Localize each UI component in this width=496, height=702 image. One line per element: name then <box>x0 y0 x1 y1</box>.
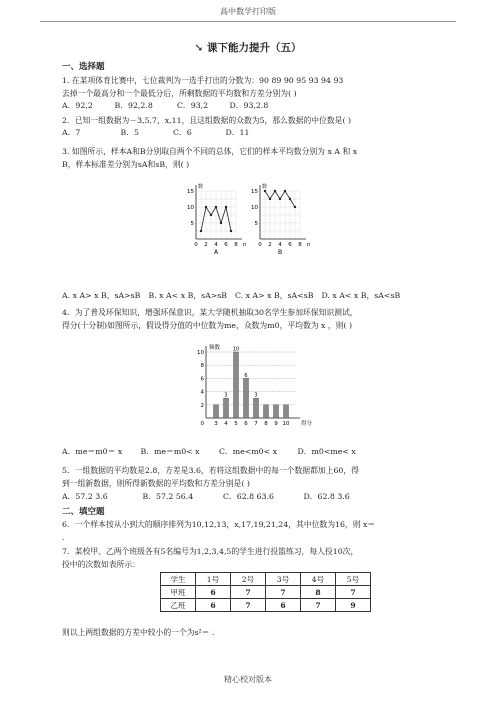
x-axis-label: 得分 <box>301 421 313 427</box>
bar <box>264 405 269 418</box>
header-rule <box>40 21 456 22</box>
data-label: 3 <box>254 392 258 399</box>
y-tick-label: 5 <box>254 221 258 227</box>
y-axis-label: 数 <box>262 184 268 190</box>
data-point <box>279 198 281 200</box>
q4-bar-chart <box>190 342 313 432</box>
x-tick-label: 2 <box>204 242 208 248</box>
x-tick-label: 6 <box>288 242 292 248</box>
q5-options: A．57.2 3.6 B．57.2 56.4 C．62.8 63.6 D．62.8 3.6 <box>62 492 350 501</box>
x-tick-label: 5 <box>234 421 238 427</box>
data-point <box>269 198 271 200</box>
x-tick-label: 0 <box>258 242 262 248</box>
data-label: 6 <box>244 372 248 379</box>
data-point <box>264 190 266 192</box>
q4-options: A．me＝m0＝ x B．me＝m0< x C．me<m0< x D．m0<me< x <box>62 447 356 456</box>
chart-name: A <box>213 249 219 256</box>
data-point <box>220 222 222 224</box>
q1-stem: 1. 在某项体育比赛中，七位裁判为一选手打出的分数为：90 89 90 95 93 94 93 去掉一个最高分和一个最低分后，所剩数据的平均数和方差分别为( ) <box>62 76 344 98</box>
q7-stem: 7．某校甲、乙两个班级各有5名编号为1,2,3,4,5的学生进行投篮练习，每人投10次， 投中的次数如表所示： <box>62 547 359 569</box>
chart-name: B <box>277 249 283 256</box>
q3-stem: 3. 如图所示，样本A和B分别取自两个不同的总体，它们的样本平均数分别为 x A 和 x B，样本标准差分别为sA和sB，则( ) <box>62 147 358 169</box>
page-title: ➘ 课下能力提升（五） <box>194 42 302 54</box>
data-point <box>294 206 296 208</box>
y-axis-label: 频数 <box>209 345 221 351</box>
y-tick-label: 10 <box>187 205 194 211</box>
y-tick-label: 15 <box>251 189 258 195</box>
x-tick-label: 8 <box>264 421 268 427</box>
bar <box>274 405 279 418</box>
table-header-row: 学生 1号 2号 3号 4号 5号 <box>161 573 371 586</box>
data-label: 3 <box>224 392 228 399</box>
bar <box>284 405 289 418</box>
x-tick-label: 3 <box>214 421 218 427</box>
x-tick-label: 0 <box>194 242 198 248</box>
bar <box>254 398 259 418</box>
bar <box>224 398 229 418</box>
arrow-icon: ➘ <box>194 42 204 54</box>
y-tick-label: 10 <box>197 350 204 356</box>
y-tick-label: 2 <box>200 402 204 409</box>
y-tick-label: 4 <box>200 389 204 396</box>
x-tick-label: 4 <box>278 242 282 248</box>
page-footer: 精心校对版本 <box>224 675 272 684</box>
x-tick-label: 8 <box>298 242 302 248</box>
section-choice-heading: 一、选择题 <box>62 62 105 72</box>
y-axis-label: 数 <box>198 184 204 190</box>
y-tick-label: 8 <box>200 363 204 370</box>
q4-stem: 4．为了普及环保知识，增强环保意识，某大学随机抽取30名学生参加环保知识测试， 得分(十分制)如图所示，假设得分值的中位数为me，众数为m0，平均数为 x ，则( ) <box>62 308 358 330</box>
q2-stem: 2．已知一组数据为－3,5,7，x,11，且这组数据的众数为5，那么数据的中位数是( ) <box>62 116 352 125</box>
data-point <box>274 190 276 192</box>
bar <box>234 352 239 418</box>
chart-a <box>187 183 247 256</box>
q7-answer-line: 则以上两组数据的方差中较小的一个为s²＝ . <box>62 628 215 637</box>
x-axis-label: n <box>243 242 247 248</box>
data-point <box>210 214 212 216</box>
q2-options: A．7 B．5 C．6 D．11 <box>62 128 250 137</box>
data-point <box>289 198 291 200</box>
x-tick-label: 10 <box>282 421 290 427</box>
q1-options: A．92,2 B．92,2.8 C．93,2 D．93,2.8 <box>62 101 269 110</box>
y-tick-label: 5 <box>190 221 194 227</box>
x-tick-label: 6 <box>244 421 248 427</box>
x-tick-label: 9 <box>274 421 278 427</box>
data-label: 10 <box>232 346 240 353</box>
data-point <box>225 206 227 208</box>
data-point <box>230 230 232 232</box>
x-tick-label: 0 <box>200 421 204 427</box>
data-point <box>215 206 217 208</box>
y-tick-label: 15 <box>187 189 194 195</box>
table-row: 甲班 6 7 7 8 7 <box>161 586 371 599</box>
x-tick-label: 2 <box>268 242 272 248</box>
q7-table <box>160 572 371 612</box>
data-point <box>284 190 286 192</box>
x-tick-label: 8 <box>234 242 238 248</box>
x-tick-label: 7 <box>254 421 258 427</box>
table-row: 乙班 6 7 6 7 9 <box>161 599 371 612</box>
q6-stem: 6．一个样本按从小到大的顺序排列为10,12,13，x,17,19,21,24，其中位数为16，则 x＝ . <box>62 520 376 542</box>
data-point <box>205 206 207 208</box>
bar <box>214 405 219 418</box>
q5-stem: 5．一组数据的平均数是2.8，方差是3.6，若将这组数据中的每一个数据都加上60，得 到一组新数据，则所得新数据的平均数和方差分别是( ) <box>62 466 359 488</box>
q3-charts <box>186 183 316 279</box>
y-tick-label: 6 <box>200 376 204 383</box>
bar <box>244 378 249 418</box>
chart-b <box>251 183 311 256</box>
page-header: 高中数学打印版 <box>220 7 276 16</box>
x-axis-label: n <box>307 242 311 248</box>
q3-options: A. x A> x B，sA>sB B. x A< x B，sA>sB C. x A> x B，sA<sB D. x A< x B，sA<sB <box>62 291 401 300</box>
y-tick-label: 10 <box>251 205 258 211</box>
x-tick-label: 6 <box>224 242 228 248</box>
data-point <box>200 230 202 232</box>
x-tick-label: 4 <box>214 242 218 248</box>
section-fill-heading: 二、填空题 <box>62 507 105 517</box>
x-tick-label: 4 <box>224 421 228 427</box>
